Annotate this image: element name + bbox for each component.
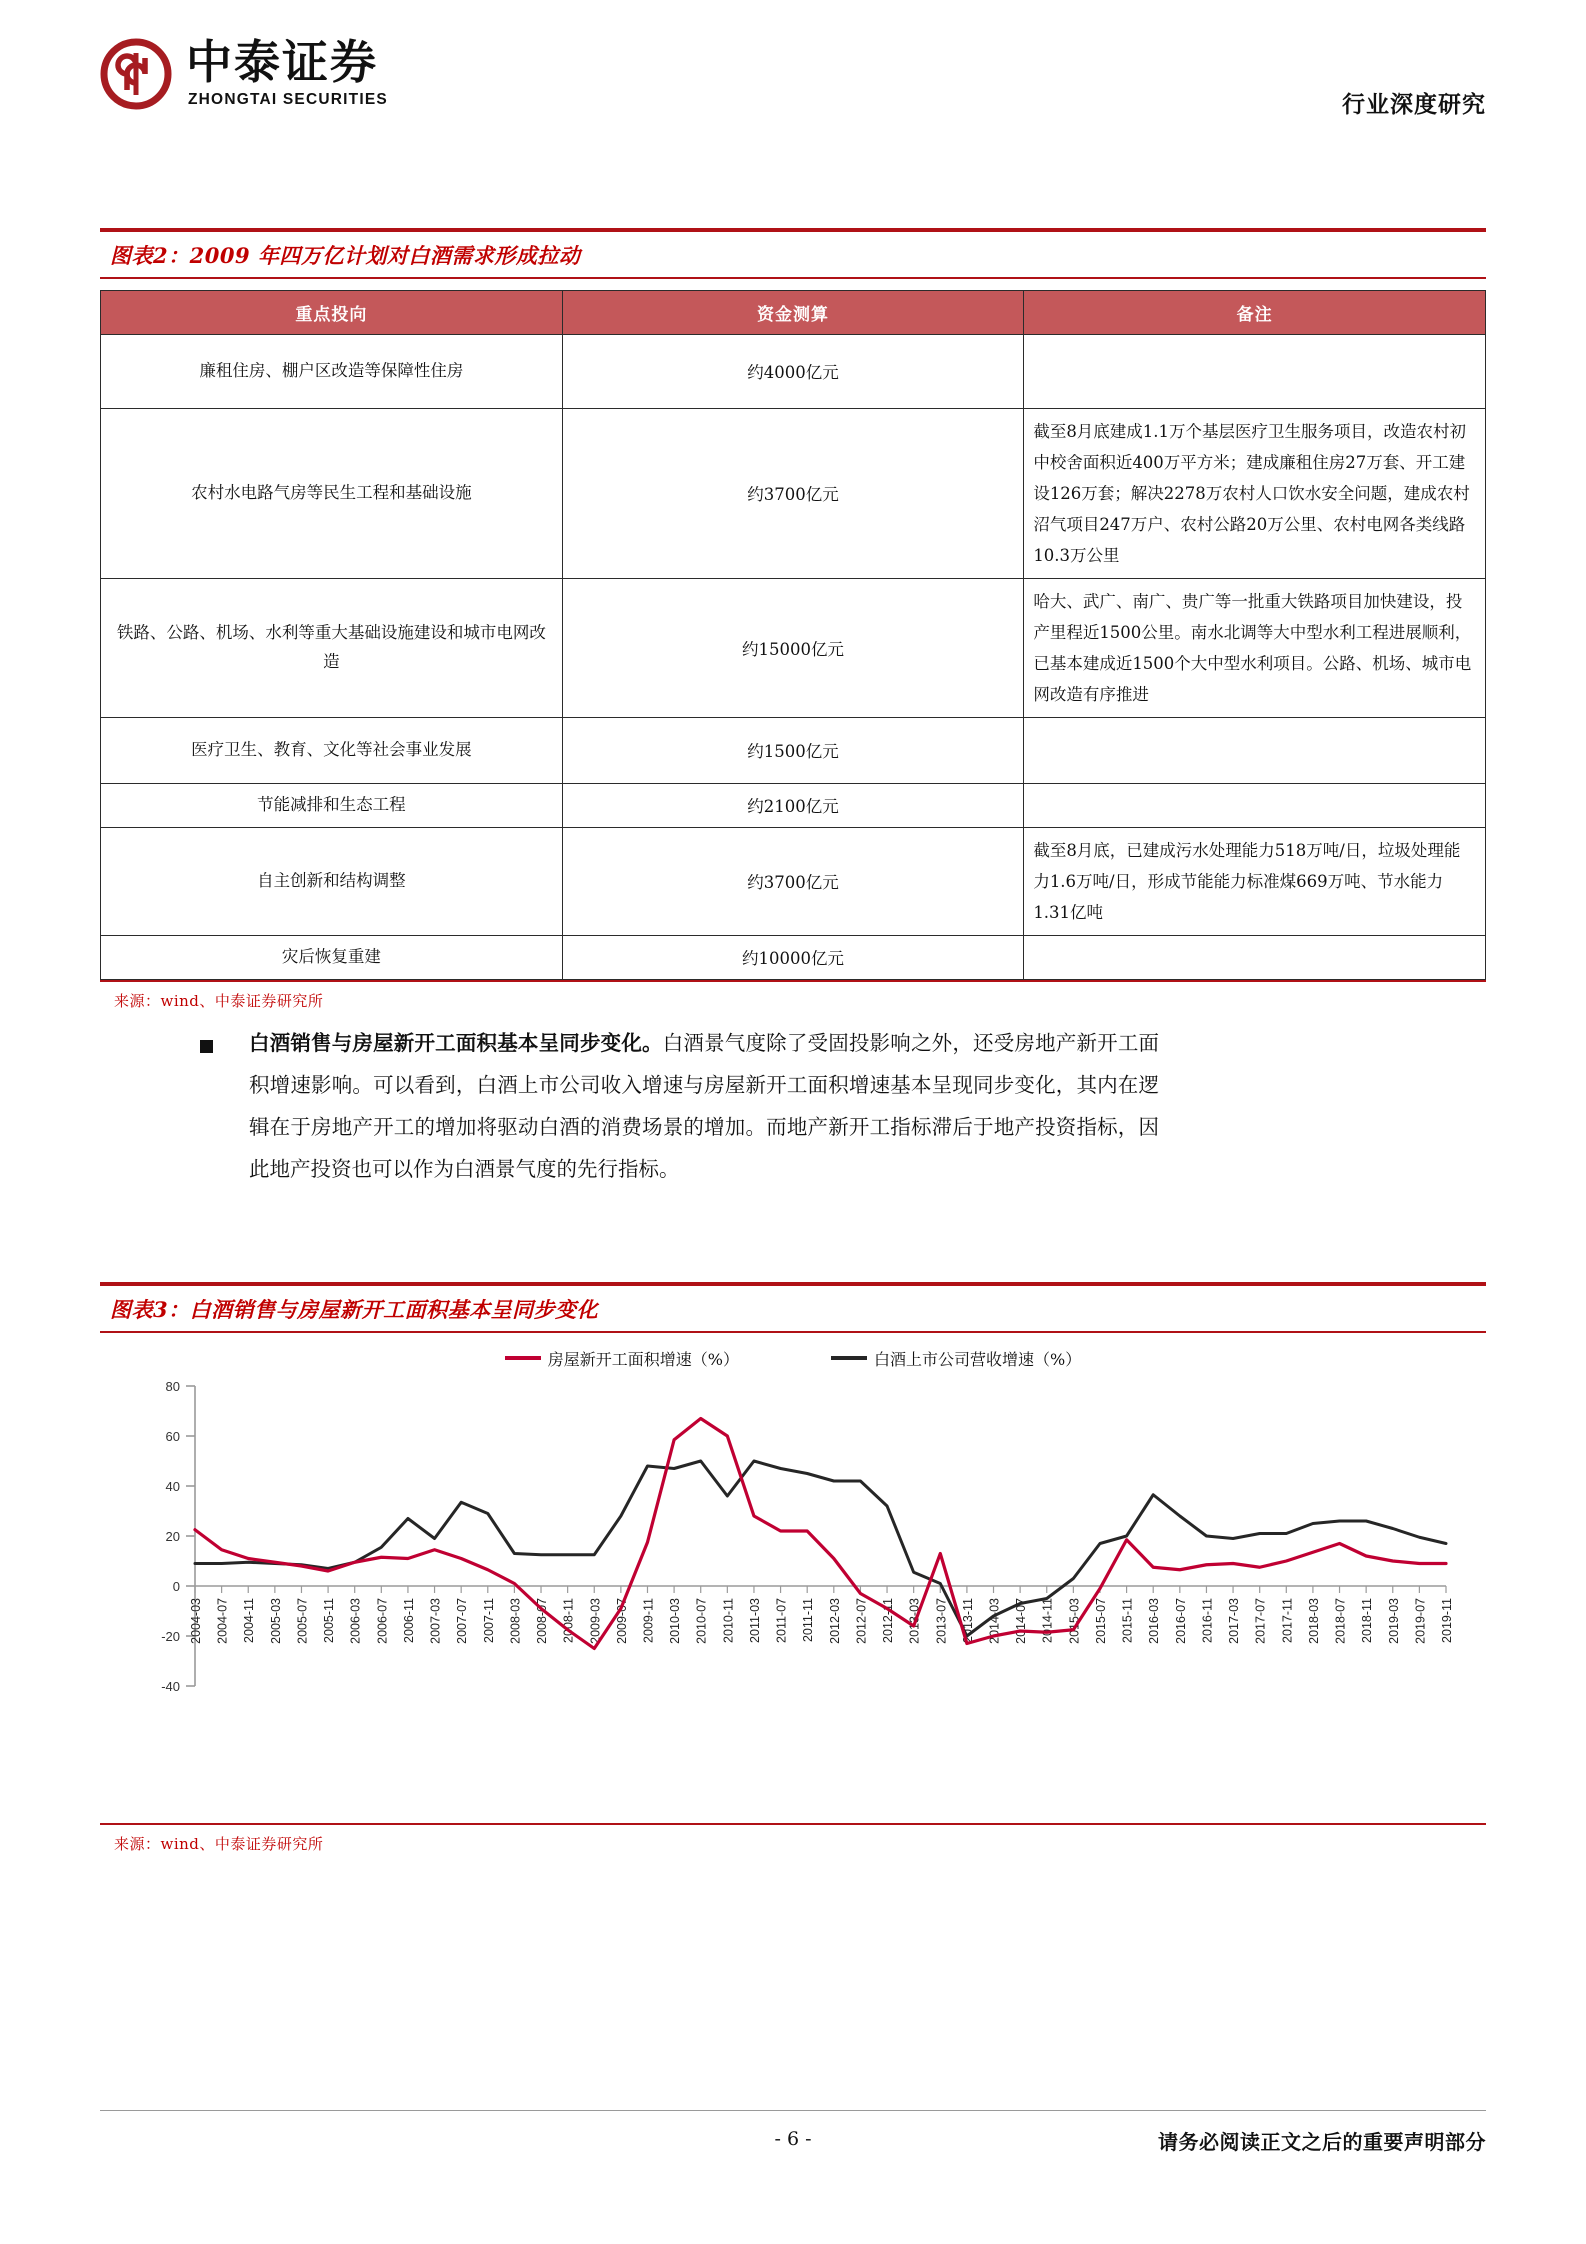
svg-text:2007-03: 2007-03 bbox=[428, 1597, 443, 1644]
svg-text:2017-07: 2017-07 bbox=[1253, 1597, 1268, 1644]
table-row bbox=[101, 717, 1486, 783]
svg-text:2013-07: 2013-07 bbox=[934, 1597, 949, 1644]
svg-text:2004-07: 2004-07 bbox=[215, 1597, 230, 1644]
svg-text:2007-07: 2007-07 bbox=[455, 1597, 470, 1644]
cell-note bbox=[1024, 935, 1486, 979]
cell-note bbox=[1024, 783, 1486, 827]
cell-amount: 约3700亿元 bbox=[562, 408, 1024, 578]
table-header-row bbox=[101, 290, 1486, 334]
cell-note bbox=[1024, 334, 1486, 408]
table-row bbox=[101, 408, 1486, 578]
page-header bbox=[0, 35, 1586, 138]
legend-swatch-red bbox=[505, 1356, 541, 1359]
cell-focus: 灾后恢复重建 bbox=[101, 935, 563, 979]
company-logo bbox=[100, 35, 388, 110]
svg-text:80: 80 bbox=[165, 1378, 180, 1394]
svg-text:60: 60 bbox=[165, 1428, 180, 1444]
svg-text:-20: -20 bbox=[161, 1628, 180, 1644]
figure3-caption: 图表3：白酒销售与房屋新开工面积基本呈同步变化 bbox=[110, 1297, 599, 1322]
cell-focus: 节能减排和生态工程 bbox=[101, 783, 563, 827]
body-paragraph-block bbox=[100, 1022, 1486, 1190]
svg-text:2010-07: 2010-07 bbox=[694, 1597, 709, 1644]
svg-text:2011-11: 2011-11 bbox=[801, 1597, 816, 1642]
svg-text:2012-11: 2012-11 bbox=[881, 1597, 896, 1643]
column-header-note: 备注 bbox=[1024, 290, 1486, 334]
svg-text:2013-03: 2013-03 bbox=[907, 1597, 922, 1644]
legend-item-baijiu-revenue bbox=[831, 1347, 1081, 1370]
cell-note: 哈大、武广、南广、贵广等一批重大铁路项目加快建设，投产里程近1500公里。南水北调等大中型水利工程进展顺利，已基本建成近1500个大中型水利项目。公路、机场、城市电网改造有序推进 bbox=[1024, 578, 1486, 717]
svg-text:2004-11: 2004-11 bbox=[242, 1597, 257, 1643]
legend-label-baijiu-revenue: 白酒上市公司营收增速（%） bbox=[874, 1349, 1082, 1369]
cell-note: 截至8月底建成1.1万个基层医疗卫生服务项目，改造农村初中校舍面积近400万平方米；建成廉租住房27万套、开工建设126万套；解决2278万农村人口饮水安全问题，建成农村沼气项目247万户、农村公路20万公里、农村电网各类线路10.3万公里 bbox=[1024, 408, 1486, 578]
body-paragraph bbox=[249, 1022, 1159, 1190]
cell-focus: 廉租住房、棚户区改造等保障性住房 bbox=[101, 334, 563, 408]
svg-text:2008-03: 2008-03 bbox=[508, 1597, 523, 1644]
svg-text:2008-07: 2008-07 bbox=[535, 1597, 550, 1644]
svg-text:2005-07: 2005-07 bbox=[295, 1597, 310, 1644]
table-row bbox=[101, 783, 1486, 827]
legend-swatch-black bbox=[831, 1356, 867, 1359]
document-type-label: 行业深度研究 bbox=[1342, 92, 1486, 118]
cell-amount: 约3700亿元 bbox=[562, 827, 1024, 935]
svg-text:2014-11: 2014-11 bbox=[1040, 1597, 1055, 1643]
svg-text:2006-11: 2006-11 bbox=[401, 1597, 416, 1643]
svg-text:2006-07: 2006-07 bbox=[375, 1597, 390, 1644]
svg-text:40: 40 bbox=[165, 1478, 180, 1494]
svg-text:2015-11: 2015-11 bbox=[1120, 1597, 1135, 1643]
footer-disclaimer: 请务必阅读正文之后的重要声明部分 bbox=[1158, 2130, 1486, 2154]
figure3-caption-rule bbox=[100, 1331, 1486, 1333]
svg-text:2012-07: 2012-07 bbox=[854, 1597, 869, 1644]
legend-item-housing-starts bbox=[505, 1347, 739, 1370]
svg-text:2015-07: 2015-07 bbox=[1093, 1597, 1108, 1644]
svg-text:2018-03: 2018-03 bbox=[1306, 1597, 1321, 1644]
svg-text:2005-03: 2005-03 bbox=[268, 1597, 283, 1644]
svg-text:2012-03: 2012-03 bbox=[827, 1597, 842, 1644]
svg-text:2018-07: 2018-07 bbox=[1333, 1597, 1348, 1644]
cell-focus: 农村水电路气房等民生工程和基础设施 bbox=[101, 408, 563, 578]
svg-text:2010-03: 2010-03 bbox=[668, 1597, 683, 1644]
cell-note bbox=[1024, 717, 1486, 783]
svg-text:2017-03: 2017-03 bbox=[1227, 1597, 1242, 1644]
svg-text:2011-03: 2011-03 bbox=[747, 1597, 762, 1643]
footer-divider bbox=[100, 2110, 1486, 2111]
table-row bbox=[101, 578, 1486, 717]
cell-amount: 约10000亿元 bbox=[562, 935, 1024, 979]
svg-text:2016-07: 2016-07 bbox=[1173, 1597, 1188, 1644]
svg-text:2007-11: 2007-11 bbox=[481, 1597, 496, 1643]
svg-text:2014-07: 2014-07 bbox=[1014, 1597, 1029, 1644]
svg-text:2010-11: 2010-11 bbox=[721, 1597, 736, 1643]
zhongtai-logo-icon bbox=[100, 38, 172, 110]
paragraph-lead: 白酒销售与房屋新开工面积基本呈同步变化。 bbox=[249, 1031, 663, 1055]
svg-text:2013-11: 2013-11 bbox=[960, 1597, 975, 1643]
brand-name-cn: 中泰证券 bbox=[186, 35, 378, 89]
svg-text:2019-11: 2019-11 bbox=[1440, 1597, 1454, 1643]
svg-text:2016-11: 2016-11 bbox=[1200, 1597, 1215, 1643]
svg-text:2018-11: 2018-11 bbox=[1360, 1597, 1375, 1643]
cell-amount: 约2100亿元 bbox=[562, 783, 1024, 827]
figure2-caption: 图表2：2009 年四万亿计划对白酒需求形成拉动 bbox=[110, 243, 581, 268]
four-trillion-plan-table bbox=[100, 290, 1486, 980]
paragraph-rest: 白酒景气度除了受固投影响之外，还受房地产新开工面积增速影响。可以看到，白酒上市公司收入增速与房屋新开工面积增速基本呈现同步变化，其内在逻辑在于房地产开工的增加将驱动白酒的消费场景的增加。而地产新开工指标滞后于地产投资指标，因此地产投资也可以作为白酒景气度的先行指标。 bbox=[249, 1031, 1160, 1182]
cell-focus: 医疗卫生、教育、文化等社会事业发展 bbox=[101, 717, 563, 783]
cell-amount: 约4000亿元 bbox=[562, 334, 1024, 408]
svg-text:2009-07: 2009-07 bbox=[614, 1597, 629, 1644]
brand-name-en: ZHONGTAI SECURITIES bbox=[188, 91, 388, 108]
svg-text:2014-03: 2014-03 bbox=[987, 1597, 1002, 1644]
cell-amount: 约1500亿元 bbox=[562, 717, 1024, 783]
cell-focus: 自主创新和结构调整 bbox=[101, 827, 563, 935]
figure2-source: 来源：wind、中泰证券研究所 bbox=[114, 991, 324, 1010]
svg-text:2017-11: 2017-11 bbox=[1280, 1597, 1295, 1643]
svg-text:2004-03: 2004-03 bbox=[189, 1597, 203, 1644]
svg-text:2019-03: 2019-03 bbox=[1386, 1597, 1401, 1644]
svg-text:20: 20 bbox=[165, 1528, 180, 1544]
column-header-amount: 资金测算 bbox=[562, 290, 1024, 334]
chart-legend bbox=[100, 1347, 1486, 1370]
cell-amount: 约15000亿元 bbox=[562, 578, 1024, 717]
bullet-square-icon bbox=[200, 1040, 213, 1053]
table-row bbox=[101, 827, 1486, 935]
svg-text:2009-03: 2009-03 bbox=[588, 1597, 603, 1644]
line-chart bbox=[100, 1347, 1486, 1817]
table-row bbox=[101, 935, 1486, 979]
column-header-focus: 重点投向 bbox=[101, 290, 563, 334]
figure3-block bbox=[100, 1282, 1486, 1854]
cell-focus: 铁路、公路、机场、水利等重大基础设施建设和城市电网改造 bbox=[101, 578, 563, 717]
figure3-source: 来源：wind、中泰证券研究所 bbox=[114, 1834, 324, 1853]
svg-text:-40: -40 bbox=[161, 1678, 180, 1694]
svg-text:2005-11: 2005-11 bbox=[322, 1597, 337, 1643]
svg-text:2016-03: 2016-03 bbox=[1147, 1597, 1162, 1644]
legend-label-housing-starts: 房屋新开工面积增速（%） bbox=[547, 1349, 739, 1369]
figure2-caption-rule bbox=[100, 277, 1486, 279]
svg-text:2011-07: 2011-07 bbox=[774, 1597, 789, 1643]
page-number: - 6 - bbox=[774, 2128, 812, 2150]
svg-text:2019-07: 2019-07 bbox=[1413, 1597, 1428, 1644]
svg-text:2008-11: 2008-11 bbox=[561, 1597, 576, 1643]
svg-text:2015-03: 2015-03 bbox=[1067, 1597, 1082, 1644]
svg-text:2006-03: 2006-03 bbox=[348, 1597, 363, 1644]
table-row bbox=[101, 334, 1486, 408]
svg-text:0: 0 bbox=[172, 1578, 180, 1594]
figure2-block bbox=[100, 228, 1486, 1011]
chart-canvas bbox=[100, 1374, 1486, 1804]
svg-text:2009-11: 2009-11 bbox=[641, 1597, 656, 1643]
cell-note: 截至8月底，已建成污水处理能力518万吨/日，垃圾处理能力1.6万吨/日，形成节能能力标准煤669万吨、节水能力1.31亿吨 bbox=[1024, 827, 1486, 935]
